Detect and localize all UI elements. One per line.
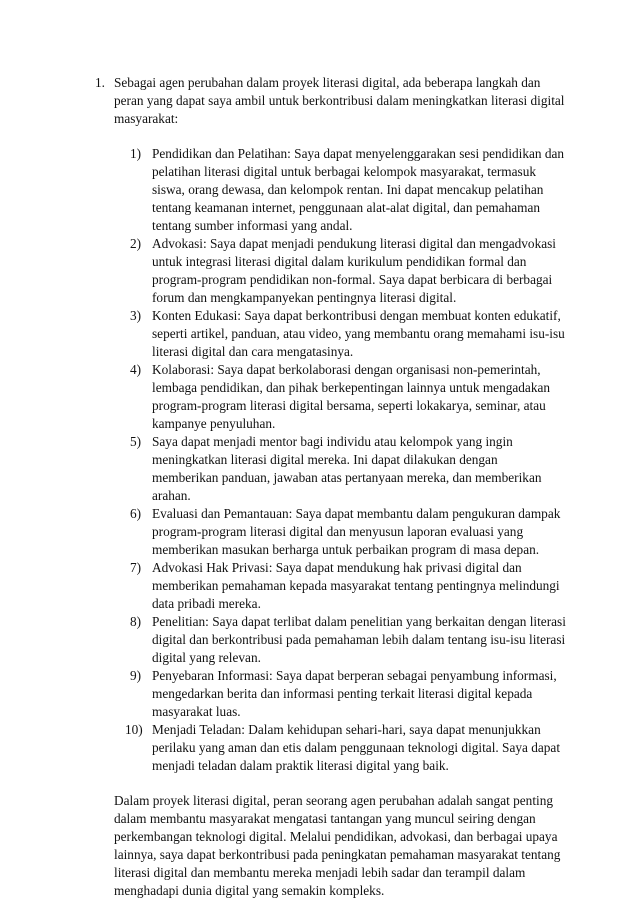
list-item-text: Pendidikan dan Pelatihan: Saya dapat menyelenggarakan sesi pendidikan dan pelatihan literasi digital untuk berbagai kelompok masyarakat, termasuk siswa, orang dewasa, dan kelompok rentan. Ini dapat mencakup pelatihan tentang keamanan internet, penggunaan alat-alat digital, dan pemahaman tentang sumber informasi yang andal. [152,146,565,233]
list-item [114,613,566,667]
list-item [114,433,566,505]
list-item-number: 2) [130,236,142,251]
list-item [114,559,566,613]
list-item-number: 3) [130,308,142,323]
list-item-number: 8) [130,614,142,629]
list-item-text: Saya dapat menjadi mentor bagi individu atau kelompok yang ingin meningkatkan literasi digital mereka. Ini dapat dilakukan dengan memberikan panduan, jawaban atas pertanyaan mereka, dan memberikan arahan. [152,434,542,503]
list-item [114,307,566,361]
list-item-text: Advokasi: Saya dapat menjadi pendukung literasi digital dan mengadvokasi untuk integrasi literasi digital dalam kurikulum pendidikan formal dan program-program pendidikan non-formal. Saya dapat berbicara di berbagai forum dan mengkampanyekan pentingnya literasi digital. [152,236,556,305]
closing-paragraph: Dalam proyek literasi digital, peran seorang agen perubahan adalah sangat penting dalam membantu masyarakat mengatasi tantangan yang muncul seiring dengan perkembangan teknologi digital. Melalui pendidikan, advokasi, dan berbagai upaya lainnya, saya dapat berkontribusi pada peningkatan pemahaman masyarakat tentang literasi digital dan membantu mereka menjadi lebih sadar dan terampil dalam menghadapi dunia digital yang semakin kompleks. [114,793,561,898]
steps-list [114,145,566,775]
list-item-text: Kolaborasi: Saya dapat berkolaborasi dengan organisasi non-pemerintah, lembaga pendidikan, dan pihak berkepentingan lainnya untuk mengadakan program-program literasi digital bersama, seperti lokakarya, seminar, atau kampanye penyuluhan. [152,362,551,431]
list-item-text: Evaluasi dan Pemantauan: Saya dapat membantu dalam pengukuran dampak program-program literasi digital dan menyusun laporan evaluasi yang memberikan masukan berharga untuk perbaikan program di masa depan. [152,506,561,557]
list-item [114,361,566,433]
main-list-item-1 [88,74,566,775]
intro-paragraph: Sebagai agen perubahan dalam proyek literasi digital, ada beberapa langkah dan peran yang dapat saya ambil untuk berkontribusi dalam meningkatkan literasi digital masyarakat: [114,75,565,126]
list-item-number: 7) [130,560,142,575]
list-item [114,505,566,559]
list-item-number: 1) [130,146,142,161]
list-item-number: 9) [130,668,142,683]
list-item [114,667,566,721]
list-item-text: Konten Edukasi: Saya dapat berkontribusi dengan membuat konten edukatif, seperti artikel, panduan, atau video, yang membantu orang memahami isu-isu literasi digital dan cara mengatasinya. [152,308,565,359]
list-item [114,721,566,775]
list-item-text: Penyebaran Informasi: Saya dapat berperan sebagai penyambung informasi, mengedarkan berita dan informasi penting terkait literasi digital kepada masyarakat luas. [152,668,557,719]
list-item [114,145,566,235]
list-item-text: Menjadi Teladan: Dalam kehidupan sehari-hari, saya dapat menunjukkan perilaku yang aman dan etis dalam penggunaan teknologi digital. Saya dapat menjadi teladan dalam praktik literasi digital yang baik. [152,722,561,773]
main-list-number: 1. [95,75,105,90]
list-item-number: 10) [125,722,143,737]
list-item-text: Penelitian: Saya dapat terlibat dalam penelitian yang berkaitan dengan literasi digital dan berkontribusi pada pemahaman lebih dalam tentang isu-isu literasi digital yang relevan. [152,614,566,665]
list-item-number: 5) [130,434,142,449]
list-item-number: 4) [130,362,142,377]
list-item [114,235,566,307]
document-body [88,74,566,900]
list-item-number: 6) [130,506,142,521]
list-item-text: Advokasi Hak Privasi: Saya dapat mendukung hak privasi digital dan memberikan pemahaman kepada masyarakat tentang pentingnya melindungi data pribadi mereka. [152,560,560,611]
